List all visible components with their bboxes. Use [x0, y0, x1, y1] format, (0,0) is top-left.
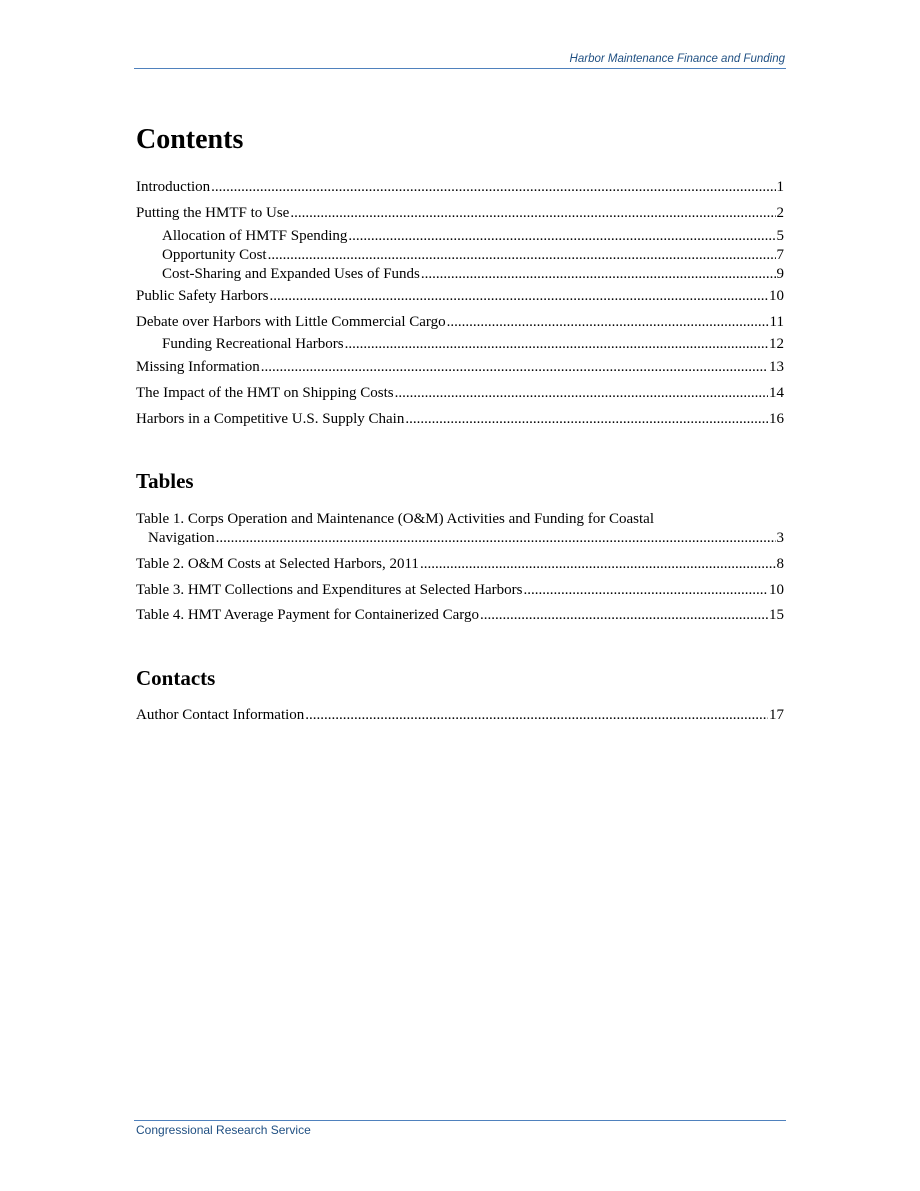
table-entry-1-line1[interactable]: Table 1. Corps Operation and Maintenance (O&M) Activities and Funding for Coastal	[136, 511, 655, 527]
toc-entry-label: Harbors in a Competitive U.S. Supply Chain	[136, 411, 405, 427]
leader-dots	[211, 178, 775, 196]
contents-heading: Contents	[136, 124, 244, 155]
toc-entry-page: 1	[776, 179, 784, 195]
toc-entry-page: 5	[776, 228, 784, 244]
toc-entry-label: Introduction	[136, 179, 211, 195]
toc-entry-page: 12	[769, 336, 784, 352]
leader-dots	[395, 384, 768, 402]
leader-dots	[345, 335, 768, 353]
toc-entry-introduction[interactable]	[136, 178, 784, 196]
contacts-heading: Contacts	[136, 666, 216, 690]
footer-rule	[134, 1120, 786, 1121]
leader-dots	[216, 529, 776, 547]
toc-entry-missing-information[interactable]	[136, 358, 784, 376]
toc-entry-label: Navigation	[148, 530, 215, 546]
running-header: Harbor Maintenance Finance and Funding	[569, 53, 785, 65]
toc-entry-page: 15	[769, 607, 784, 623]
leader-dots	[447, 313, 769, 331]
toc-entry-opportunity-cost[interactable]	[162, 246, 784, 264]
toc-entry-page: 8	[776, 556, 784, 572]
leader-dots	[261, 358, 768, 376]
toc-entry-page: 10	[769, 582, 784, 598]
toc-entry-page: 13	[769, 359, 784, 375]
toc-entry-page: 2	[776, 205, 784, 221]
toc-entry-label: Missing Information	[136, 359, 260, 375]
toc-entry-label: The Impact of the HMT on Shipping Costs	[136, 385, 394, 401]
toc-entry-label: Debate over Harbors with Little Commercial Cargo	[136, 314, 446, 330]
table-entry-3[interactable]	[136, 581, 784, 599]
toc-entry-label: Allocation of HMTF Spending	[162, 228, 348, 244]
leader-dots	[268, 246, 776, 264]
toc-entry-label: Opportunity Cost	[162, 247, 267, 263]
toc-entry-page: 9	[776, 266, 784, 282]
toc-entry-cost-sharing[interactable]	[162, 265, 784, 283]
toc-entry-page: 14	[769, 385, 784, 401]
toc-entry-public-safety-harbors[interactable]	[136, 287, 784, 305]
toc-entry-funding-recreational-harbors[interactable]	[162, 335, 784, 353]
toc-entry-label: Cost-Sharing and Expanded Uses of Funds	[162, 266, 420, 282]
leader-dots	[405, 410, 768, 428]
toc-entry-impact-of-hmt[interactable]	[136, 384, 784, 402]
header-rule	[134, 68, 786, 69]
toc-entry-label: Putting the HMTF to Use	[136, 205, 290, 221]
leader-dots	[305, 706, 768, 724]
leader-dots	[290, 204, 775, 222]
toc-entry-page: 17	[769, 707, 784, 723]
table-entry-2[interactable]	[136, 555, 784, 573]
toc-entry-label: Public Safety Harbors	[136, 288, 269, 304]
toc-entry-label: Table 3. HMT Collections and Expenditures at Selected Harbors	[136, 582, 523, 598]
toc-entry-page: 16	[769, 411, 784, 427]
leader-dots	[348, 227, 775, 245]
toc-entry-page: 10	[769, 288, 784, 304]
toc-entry-label: Funding Recreational Harbors	[162, 336, 344, 352]
leader-dots	[480, 606, 768, 624]
contact-entry-author[interactable]	[136, 706, 784, 724]
tables-heading: Tables	[136, 469, 194, 493]
leader-dots	[421, 265, 776, 283]
leader-dots	[524, 581, 769, 599]
toc-entry-label: Table 2. O&M Costs at Selected Harbors, 2011	[136, 556, 419, 572]
toc-entry-page: 11	[769, 314, 784, 330]
toc-entry-debate-over-harbors[interactable]	[136, 313, 784, 331]
leader-dots	[269, 287, 768, 305]
toc-entry-label: Author Contact Information	[136, 707, 305, 723]
leader-dots	[420, 555, 776, 573]
toc-entry-page: 7	[776, 247, 784, 263]
toc-entry-harbors-supply-chain[interactable]	[136, 410, 784, 428]
table-entry-1[interactable]	[148, 529, 784, 547]
table-entry-4[interactable]	[136, 606, 784, 624]
toc-entry-allocation-of-hmtf-spending[interactable]	[162, 227, 784, 245]
toc-entry-page: 3	[776, 530, 784, 546]
footer-organization: Congressional Research Service	[136, 1123, 311, 1137]
toc-entry-label: Table 4. HMT Average Payment for Containerized Cargo	[136, 607, 480, 623]
toc-entry-putting-hmtf-to-use[interactable]	[136, 204, 784, 222]
